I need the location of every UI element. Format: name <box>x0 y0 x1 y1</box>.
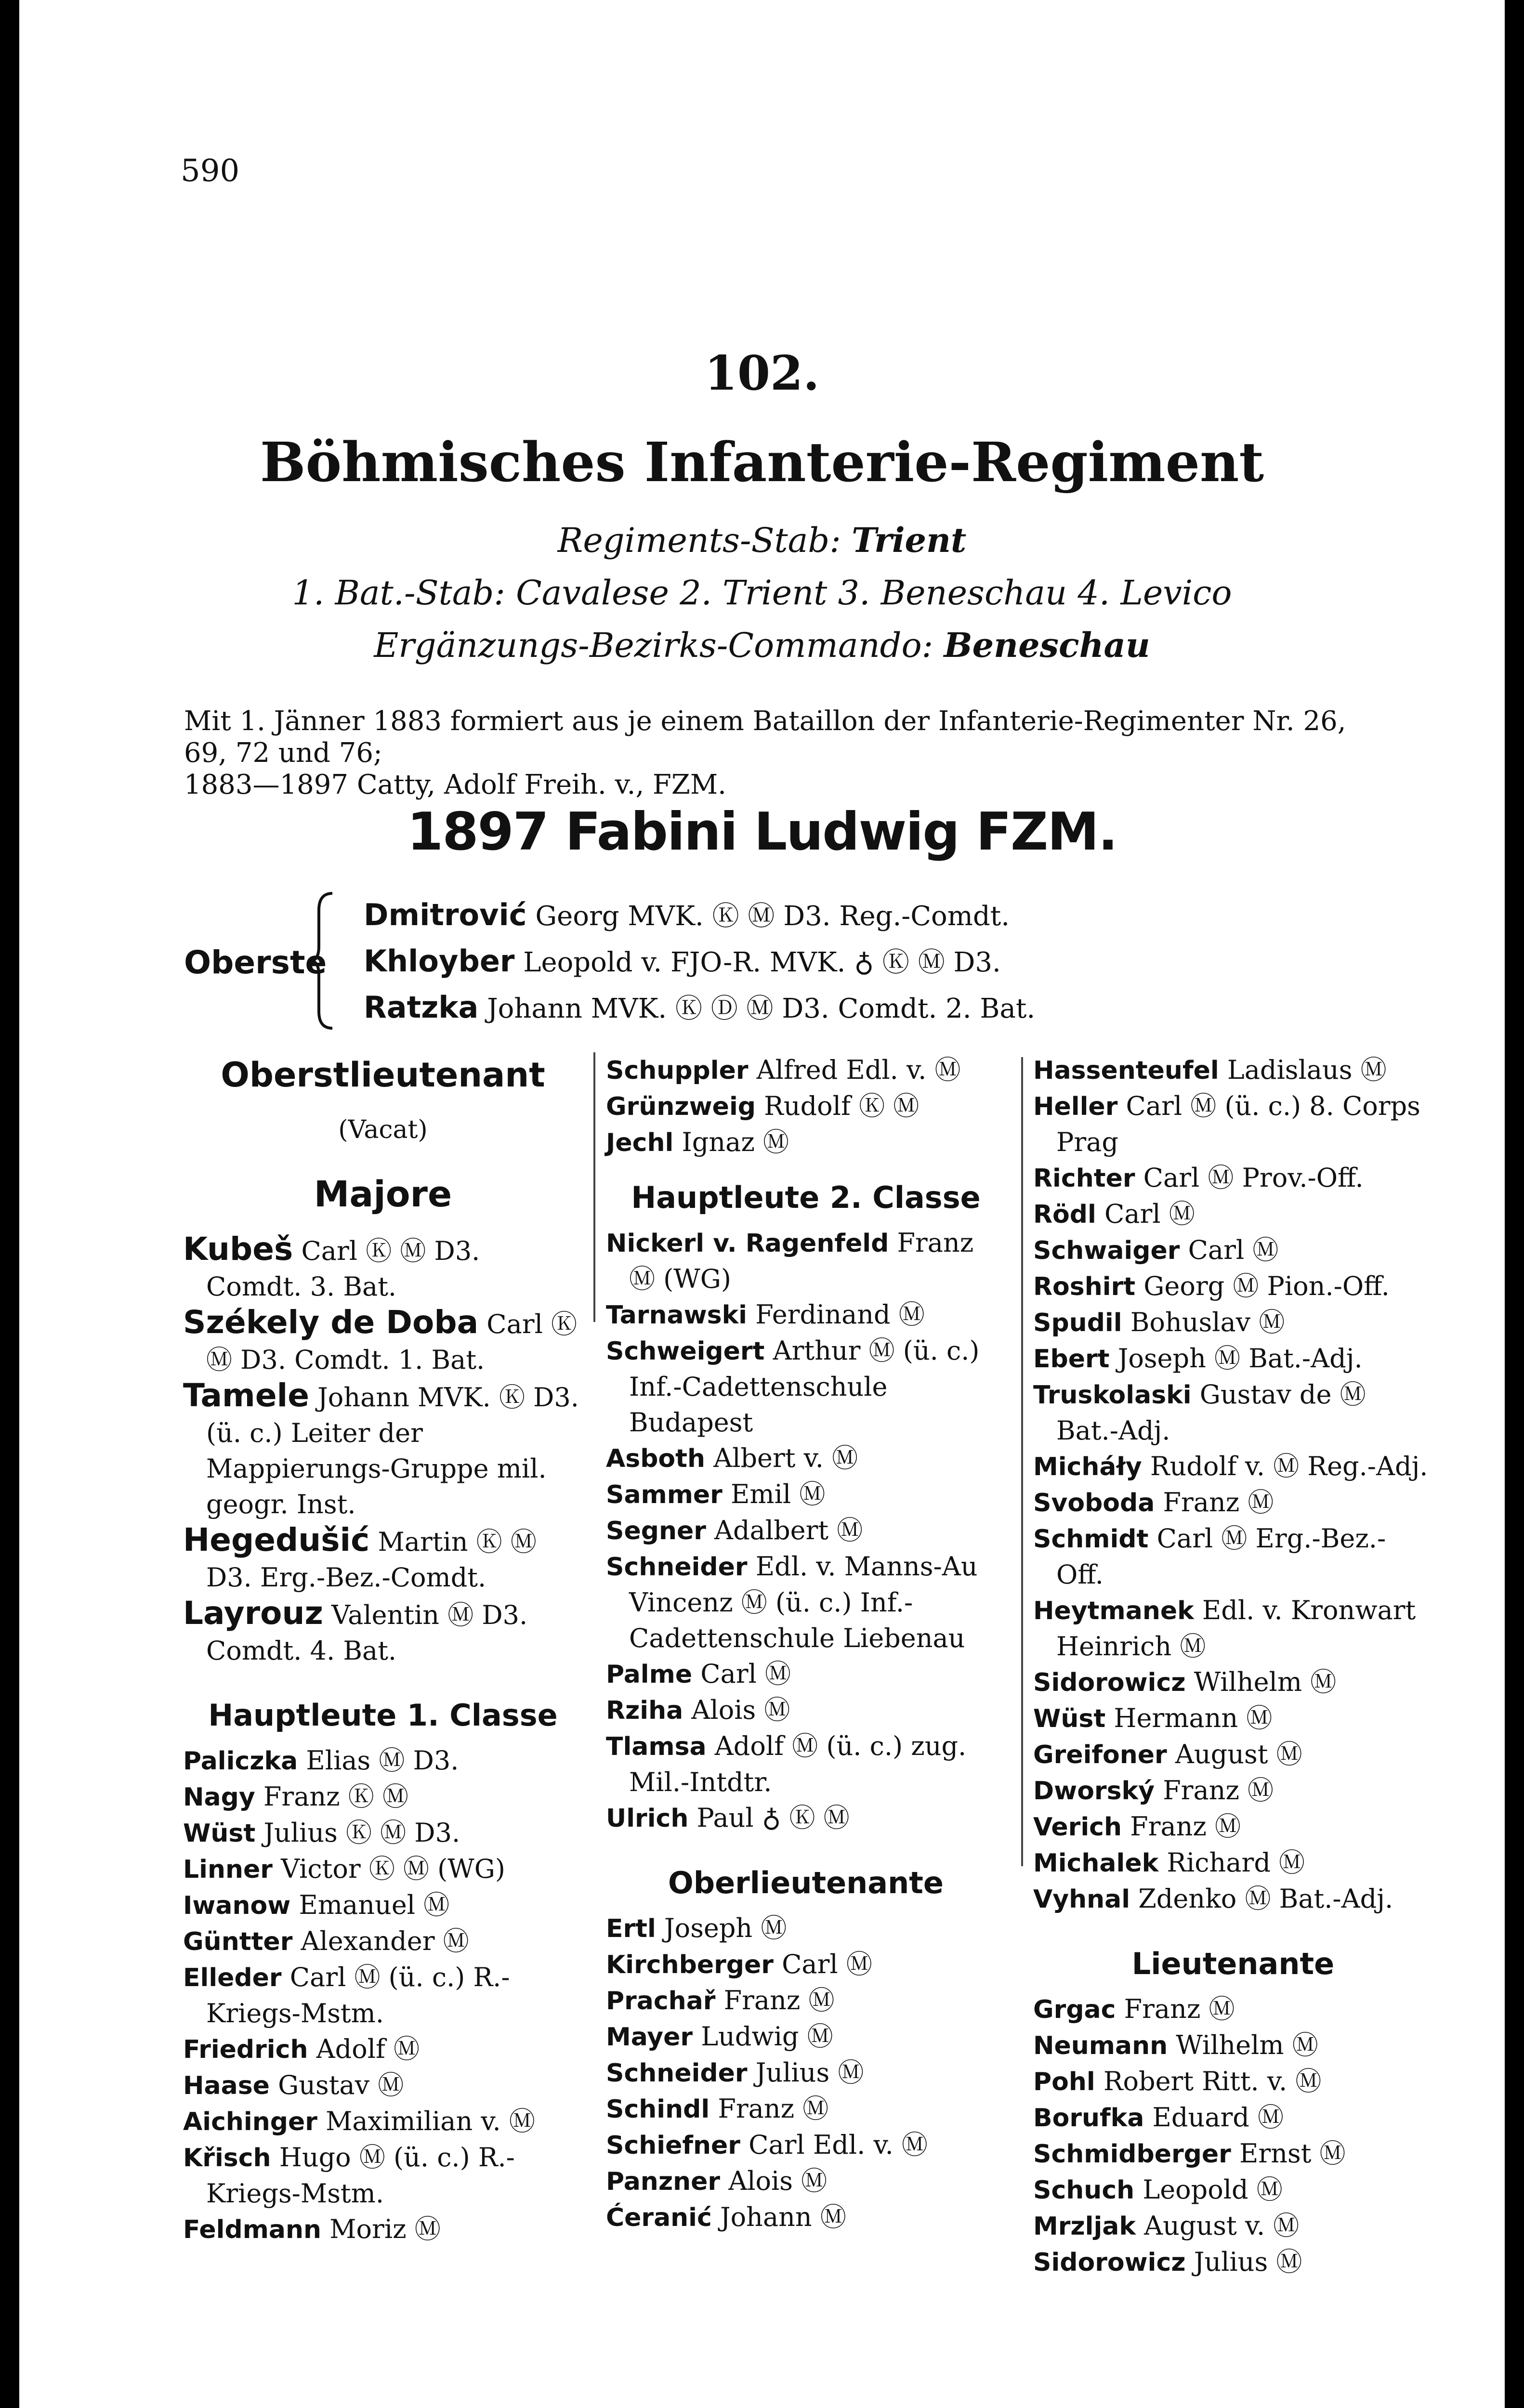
major-entry <box>183 1378 583 1522</box>
officer-name: Borufka <box>1033 2104 1144 2133</box>
officer-details: Alois Ⓜ <box>691 1695 790 1725</box>
officer-entry <box>183 2104 583 2140</box>
officer-details: Carl Edl. v. Ⓜ <box>749 2130 928 2160</box>
officer-entry <box>1033 1269 1433 1305</box>
officer-details: Carl Ⓜ (ü. c.) 8. Corps Prag <box>1056 1091 1420 1157</box>
officer-name: Heytmanek <box>1033 1597 1194 1625</box>
major-entry <box>183 1596 583 1669</box>
officer-entry <box>183 1924 583 1960</box>
officer-name: Nickerl v. Ragenfeld <box>606 1229 889 1258</box>
officer-name: Schneider <box>606 1553 748 1582</box>
officer-name: Asboth <box>606 1444 706 1473</box>
officer-name: Nagy <box>183 1783 255 1812</box>
officer-name: Roshirt <box>1033 1272 1136 1301</box>
officer-entry <box>1033 1593 1433 1664</box>
major-entry <box>183 1522 583 1596</box>
officer-name: Grünzweig <box>606 1092 756 1121</box>
officer-name: Aichinger <box>183 2107 317 2136</box>
officer-details: Carl Ⓜ <box>782 1949 872 1979</box>
officer-name: Schweigert <box>606 1337 765 1366</box>
officer-name: Haase <box>183 2071 270 2100</box>
officer-entry <box>606 2127 1006 2163</box>
officer-details: Georg Ⓜ Pion.-Off. <box>1143 1271 1390 1301</box>
major-entry <box>183 1231 583 1305</box>
officer-name: Greifoner <box>1033 1741 1167 1769</box>
officer-entry <box>606 1513 1006 1549</box>
officer-name: Friedrich <box>183 2035 308 2064</box>
officer-entry <box>606 1656 1006 1692</box>
officer-entry <box>606 1983 1006 2019</box>
officer-entry <box>1033 1701 1433 1737</box>
officer-name: Wüst <box>183 1819 256 1848</box>
officer-name: Pohl <box>1033 2068 1095 2096</box>
officer-entry <box>606 1477 1006 1513</box>
regiment-inhaber: 1897 Fabini Ludwig FZM. <box>407 802 1117 862</box>
officer-details: Johann Ⓜ <box>720 2202 846 2232</box>
officer-entry <box>606 1728 1006 1800</box>
officer-name: Rziha <box>606 1696 683 1725</box>
officer-name: Richter <box>1033 1164 1135 1193</box>
officer-name: Iwanow <box>183 1891 291 1920</box>
hauptleute-1-heading: Hauptleute 1. Classe <box>208 1698 558 1733</box>
officer-details: Carl Ⓚ Ⓜ D3. Comdt. 1. Bat. <box>206 1309 578 1375</box>
majore-heading: Majore <box>314 1174 452 1215</box>
oberstlieutenant-vacat: (Vacat) <box>338 1115 428 1144</box>
officer-entry <box>606 1225 1006 1297</box>
officer-name: Schwaiger <box>1033 1236 1180 1265</box>
ergaenzung-place: Beneschau <box>944 625 1150 665</box>
page-number: 590 <box>181 153 240 189</box>
officer-details: Bohuslav Ⓜ <box>1130 1307 1285 1337</box>
officer-entry <box>606 1911 1006 1947</box>
officer-details: Arthur Ⓜ (ü. c.) Inf.-Cadettenschule Budapest <box>629 1335 980 1438</box>
officer-entry <box>1033 1845 1433 1881</box>
officer-entry <box>606 2091 1006 2127</box>
officer-details: Maximilian v. Ⓜ <box>326 2106 535 2136</box>
officer-entry <box>183 1743 583 1779</box>
officer-name: Michalek <box>1033 1849 1159 1878</box>
officer-name: Hegedušić <box>183 1521 370 1558</box>
officer-details: Franz Ⓜ (WG) <box>629 1228 974 1294</box>
officer-name: Truskolaski <box>1033 1381 1192 1410</box>
officer-details: Zdenko Ⓜ Bat.-Adj. <box>1138 1884 1393 1914</box>
officer-details: Edl. v. Kronwart Heinrich Ⓜ <box>1056 1595 1416 1662</box>
officer-entry <box>1033 2172 1433 2208</box>
officer-entry <box>1033 1232 1433 1269</box>
officer-entry <box>1033 1737 1433 1773</box>
officer-name: Székely de Doba <box>183 1304 479 1341</box>
officer-name: Ratzka <box>364 990 479 1025</box>
officer-entry <box>183 2212 583 2248</box>
officer-entry <box>183 2068 583 2104</box>
officer-details: Ernst Ⓜ <box>1239 2138 1346 2169</box>
officer-details: Franz Ⓜ <box>1163 1487 1274 1518</box>
oberste-list <box>364 895 1035 1034</box>
regiments-stab-label: Regiments-Stab: <box>557 521 841 560</box>
officer-entry <box>1033 2244 1433 2280</box>
officer-name: Hassenteufel <box>1033 1056 1219 1085</box>
column-1 <box>183 1052 583 2248</box>
officer-entry <box>606 2055 1006 2091</box>
officer-name: Schmidt <box>1033 1525 1149 1554</box>
officer-entry <box>183 2031 583 2068</box>
officer-entry <box>1033 1449 1433 1485</box>
officer-details: Moriz Ⓜ <box>329 2214 441 2244</box>
officer-details: Carl Ⓜ Erg.-Bez.-Off. <box>1056 1523 1386 1590</box>
officer-details: Eduard Ⓜ <box>1152 2102 1284 2133</box>
officer-entry <box>606 1333 1006 1440</box>
officer-entry <box>1033 1991 1433 2028</box>
column-divider-1 <box>593 1052 595 1322</box>
officer-details: Georg MVK. Ⓚ Ⓜ D3. Reg.-Comdt. <box>535 901 1010 932</box>
officer-details: Joseph Ⓜ <box>664 1913 787 1943</box>
officer-name: Layrouz <box>183 1595 323 1632</box>
history-note-line-2: 1883—1897 Catty, Adolf Freih. v., FZM. <box>184 769 726 800</box>
officer-entry <box>606 2019 1006 2055</box>
regiments-stab-place: Trient <box>852 520 967 560</box>
lieutenante-heading: Lieutenante <box>1131 1946 1335 1981</box>
officer-name: Elleder <box>183 1963 282 1992</box>
officer-name: Tamele <box>183 1377 309 1414</box>
officer-details: Carl Ⓜ <box>1104 1199 1195 1229</box>
officer-details: Johann MVK. Ⓚ D3. (ü. c.) Leiter der Mappierungs-Gruppe mil. geogr. Inst. <box>206 1382 579 1519</box>
officer-details: Gustav de Ⓜ Bat.-Adj. <box>1056 1379 1366 1446</box>
officer-details: Franz Ⓜ <box>1124 1994 1235 2024</box>
officer-name: Palme <box>606 1660 693 1689</box>
officer-name: Křisch <box>183 2144 271 2172</box>
oberste-brace <box>308 891 337 1031</box>
officer-name: Segner <box>606 1517 706 1545</box>
oberste-label: Oberste <box>184 944 327 981</box>
officer-entry <box>1033 1196 1433 1232</box>
officer-name: Linner <box>183 1855 273 1884</box>
officer-entry <box>606 1692 1006 1728</box>
officer-details: Leopold Ⓜ <box>1143 2174 1283 2205</box>
officer-details: Martin Ⓚ Ⓜ D3. Erg.-Bez.-Comdt. <box>206 1527 537 1593</box>
officer-details: Gustav Ⓜ <box>278 2070 404 2100</box>
oberstlieutenant-heading: Oberstlieutenant <box>221 1055 545 1095</box>
officer-details: Ignaz Ⓜ <box>682 1127 789 1157</box>
officer-details: August v. Ⓜ <box>1144 2211 1300 2241</box>
officer-name: Schuppler <box>606 1056 749 1085</box>
officer-details: Robert Ritt. v. Ⓜ <box>1103 2066 1322 2096</box>
officer-entry <box>1033 1773 1433 1809</box>
officer-name: Svoboda <box>1033 1489 1155 1518</box>
officer-entry <box>1033 1341 1433 1377</box>
officer-details: Carl Ⓚ Ⓜ D3. Comdt. 3. Bat. <box>206 1236 480 1302</box>
officer-name: Kubeš <box>183 1230 293 1268</box>
officer-name: Panzner <box>606 2167 721 2196</box>
officer-entry <box>606 1549 1006 1656</box>
officer-details: Carl Ⓜ (ü. c.) R.-Kriegs-Mstm. <box>206 1962 510 2028</box>
column-2 <box>606 1052 1006 2236</box>
officer-entry <box>183 1960 583 2031</box>
oberst-row <box>364 941 1035 987</box>
officer-entry <box>183 1887 583 1924</box>
officer-entry <box>1033 1881 1433 1917</box>
officer-name: Ćeranić <box>606 2203 712 2232</box>
officer-details: August Ⓜ <box>1175 1739 1302 1769</box>
officer-entry <box>1033 1088 1433 1160</box>
officer-name: Schiefner <box>606 2131 740 2160</box>
officer-details: Franz Ⓜ <box>1130 1811 1241 1842</box>
officer-entry <box>183 1851 583 1887</box>
officer-details: Carl Ⓜ <box>1188 1235 1279 1265</box>
officer-name: Verich <box>1033 1813 1122 1842</box>
column-3 <box>1033 1052 1433 2280</box>
officer-details: Franz Ⓜ <box>723 1985 835 2015</box>
officer-details: Carl Ⓜ <box>700 1659 791 1689</box>
officer-entry <box>1033 1160 1433 1196</box>
officer-name: Dworský <box>1033 1777 1155 1806</box>
regiment-title: Böhmisches Infanterie-Regiment <box>260 431 1264 494</box>
officer-details: Richard Ⓜ <box>1167 1847 1305 1878</box>
officer-name: Vyhnal <box>1033 1885 1130 1914</box>
officer-name: Kirchberger <box>606 1950 774 1979</box>
officer-entry <box>183 1815 583 1851</box>
officer-entry <box>606 2199 1006 2236</box>
officer-details: Ferdinand Ⓜ <box>755 1299 925 1330</box>
officer-details: Alois Ⓜ <box>728 2166 828 2196</box>
regiment-number: 102. <box>704 346 820 401</box>
officer-name: Neumann <box>1033 2031 1168 2060</box>
officer-name: Güntter <box>183 1927 293 1956</box>
officer-details: Ludwig Ⓜ <box>701 2021 833 2052</box>
officer-entry <box>1033 2064 1433 2100</box>
oberlieutenante-heading: Oberlieutenante <box>668 1865 944 1900</box>
officer-entry <box>1033 2208 1433 2244</box>
officer-name: Mrzljak <box>1033 2212 1136 2241</box>
officer-name: Schmidberger <box>1033 2140 1231 2169</box>
officer-details: Leopold v. FJO-R. MVK. ♁ Ⓚ Ⓜ D3. <box>523 947 1001 978</box>
officer-details: Alfred Edl. v. Ⓜ <box>756 1055 961 1085</box>
officer-entry <box>1033 2136 1433 2172</box>
oberst-row <box>364 895 1035 941</box>
officer-name: Schindl <box>606 2095 710 2124</box>
officer-details: Valentin Ⓜ D3. Comdt. 4. Bat. <box>206 1600 528 1666</box>
officer-details: Wilhelm Ⓜ <box>1194 1667 1337 1697</box>
officer-name: Schneider <box>606 2059 748 2088</box>
officer-entry <box>1033 1521 1433 1593</box>
officer-name: Tlamsa <box>606 1732 707 1761</box>
officer-details: Hugo Ⓜ (ü. c.) R.-Kriegs-Mstm. <box>206 2142 515 2209</box>
officer-entry <box>606 1125 1006 1161</box>
officer-entry <box>606 1088 1006 1125</box>
officer-name: Sidorowicz <box>1033 2248 1186 2277</box>
hauptleute-2-heading: Hauptleute 2. Classe <box>631 1180 981 1215</box>
officer-entry <box>183 2140 583 2212</box>
officer-name: Ulrich <box>606 1804 689 1833</box>
officer-details: Adolf Ⓜ <box>316 2034 420 2064</box>
officer-details: Wilhelm Ⓜ <box>1176 2030 1318 2060</box>
officer-details: Carl Ⓜ Prov.-Off. <box>1143 1163 1364 1193</box>
officer-name: Mayer <box>606 2023 693 2052</box>
officer-name: Jechl <box>606 1128 674 1157</box>
officer-details: Johann MVK. Ⓚ Ⓓ Ⓜ D3. Comdt. 2. Bat. <box>487 993 1036 1024</box>
officer-details: Rudolf Ⓚ Ⓜ <box>764 1091 920 1121</box>
officer-name: Dmitrović <box>364 897 527 932</box>
officer-name: Ebert <box>1033 1345 1110 1374</box>
officer-name: Paliczka <box>183 1747 298 1776</box>
officer-details: Emil Ⓜ <box>731 1479 826 1509</box>
officer-entry <box>183 1779 583 1815</box>
officer-details: Joseph Ⓜ Bat.-Adj. <box>1117 1343 1363 1374</box>
officer-details: Franz Ⓚ Ⓜ <box>263 1781 408 1812</box>
officer-entry <box>1033 1809 1433 1845</box>
officer-entry <box>606 2163 1006 2199</box>
officer-entry <box>606 1297 1006 1333</box>
officer-entry <box>606 1947 1006 1983</box>
officer-entry <box>1033 2100 1433 2136</box>
officer-name: Tarnawski <box>606 1301 748 1330</box>
officer-details: Ladislaus Ⓜ <box>1227 1055 1387 1085</box>
officer-details: Paul ♁ Ⓚ Ⓜ <box>696 1803 850 1833</box>
officer-name: Ertl <box>606 1914 656 1943</box>
officer-name: Rödl <box>1033 1200 1096 1229</box>
officer-entry <box>606 1052 1006 1088</box>
officer-entry <box>1033 1052 1433 1088</box>
officer-entry <box>606 1440 1006 1477</box>
ergaenzung-label: Ergänzungs-Bezirks-Commando: <box>374 626 933 665</box>
officer-name: Sammer <box>606 1480 723 1509</box>
officer-name: Grgac <box>1033 1995 1116 2024</box>
officer-entry <box>1033 1485 1433 1521</box>
officer-details: Victor Ⓚ Ⓜ (WG) <box>281 1854 505 1884</box>
officer-details: Elias Ⓜ D3. <box>306 1745 459 1776</box>
major-entry <box>183 1305 583 1378</box>
officer-details: Rudolf v. Ⓜ Reg.-Adj. <box>1150 1451 1428 1481</box>
officer-name: Spudil <box>1033 1309 1122 1337</box>
officer-details: Hermann Ⓜ <box>1114 1703 1273 1733</box>
oberst-row <box>364 987 1035 1034</box>
officer-details: Adalbert Ⓜ <box>714 1515 863 1545</box>
officer-details: Julius Ⓜ <box>1194 2247 1302 2277</box>
officer-details: Julius Ⓜ <box>755 2057 864 2088</box>
officer-details: Adolf Ⓜ (ü. c.) zug. Mil.-Intdtr. <box>629 1731 967 1797</box>
officer-entry <box>1033 1305 1433 1341</box>
officer-name: Feldmann <box>183 2215 322 2244</box>
officer-details: Julius Ⓚ Ⓜ D3. <box>263 1818 460 1848</box>
officer-details: Edl. v. Manns-Au Vincenz Ⓜ (ü. c.) Inf.-Cadettenschule Liebenau <box>629 1551 978 1653</box>
officer-name: Sidorowicz <box>1033 1668 1186 1697</box>
officer-details: Albert v. Ⓜ <box>713 1443 858 1473</box>
officer-name: Khloyber <box>364 943 515 979</box>
history-note <box>184 706 1369 801</box>
officer-entry <box>606 1800 1006 1836</box>
ergaenzung-line <box>0 625 1524 665</box>
regiments-stab-line <box>0 520 1524 560</box>
officer-entry <box>1033 2028 1433 2064</box>
officer-details: Franz Ⓜ <box>1163 1775 1274 1806</box>
officer-entry <box>1033 1664 1433 1701</box>
officer-details: Franz Ⓜ <box>718 2094 829 2124</box>
officer-name: Prachař <box>606 1987 716 2015</box>
column-divider-2 <box>1021 1057 1023 1866</box>
officer-name: Heller <box>1033 1092 1118 1121</box>
officer-name: Wüst <box>1033 1704 1106 1733</box>
history-note-line-1: Mit 1. Jänner 1883 formiert aus je einem Bataillon der Infanterie-Regimenter Nr. 26, 69, 72 und 76; <box>184 706 1346 769</box>
officer-name: Micháły <box>1033 1453 1142 1481</box>
battalion-stab-line: 1. Bat.-Stab: Cavalese 2. Trient 3. Beneschau 4. Levico <box>292 573 1232 613</box>
officer-details: Emanuel Ⓜ <box>299 1890 450 1920</box>
officer-entry <box>1033 1377 1433 1449</box>
officer-details: Alexander Ⓜ <box>301 1926 469 1956</box>
officer-name: Schuch <box>1033 2176 1135 2205</box>
